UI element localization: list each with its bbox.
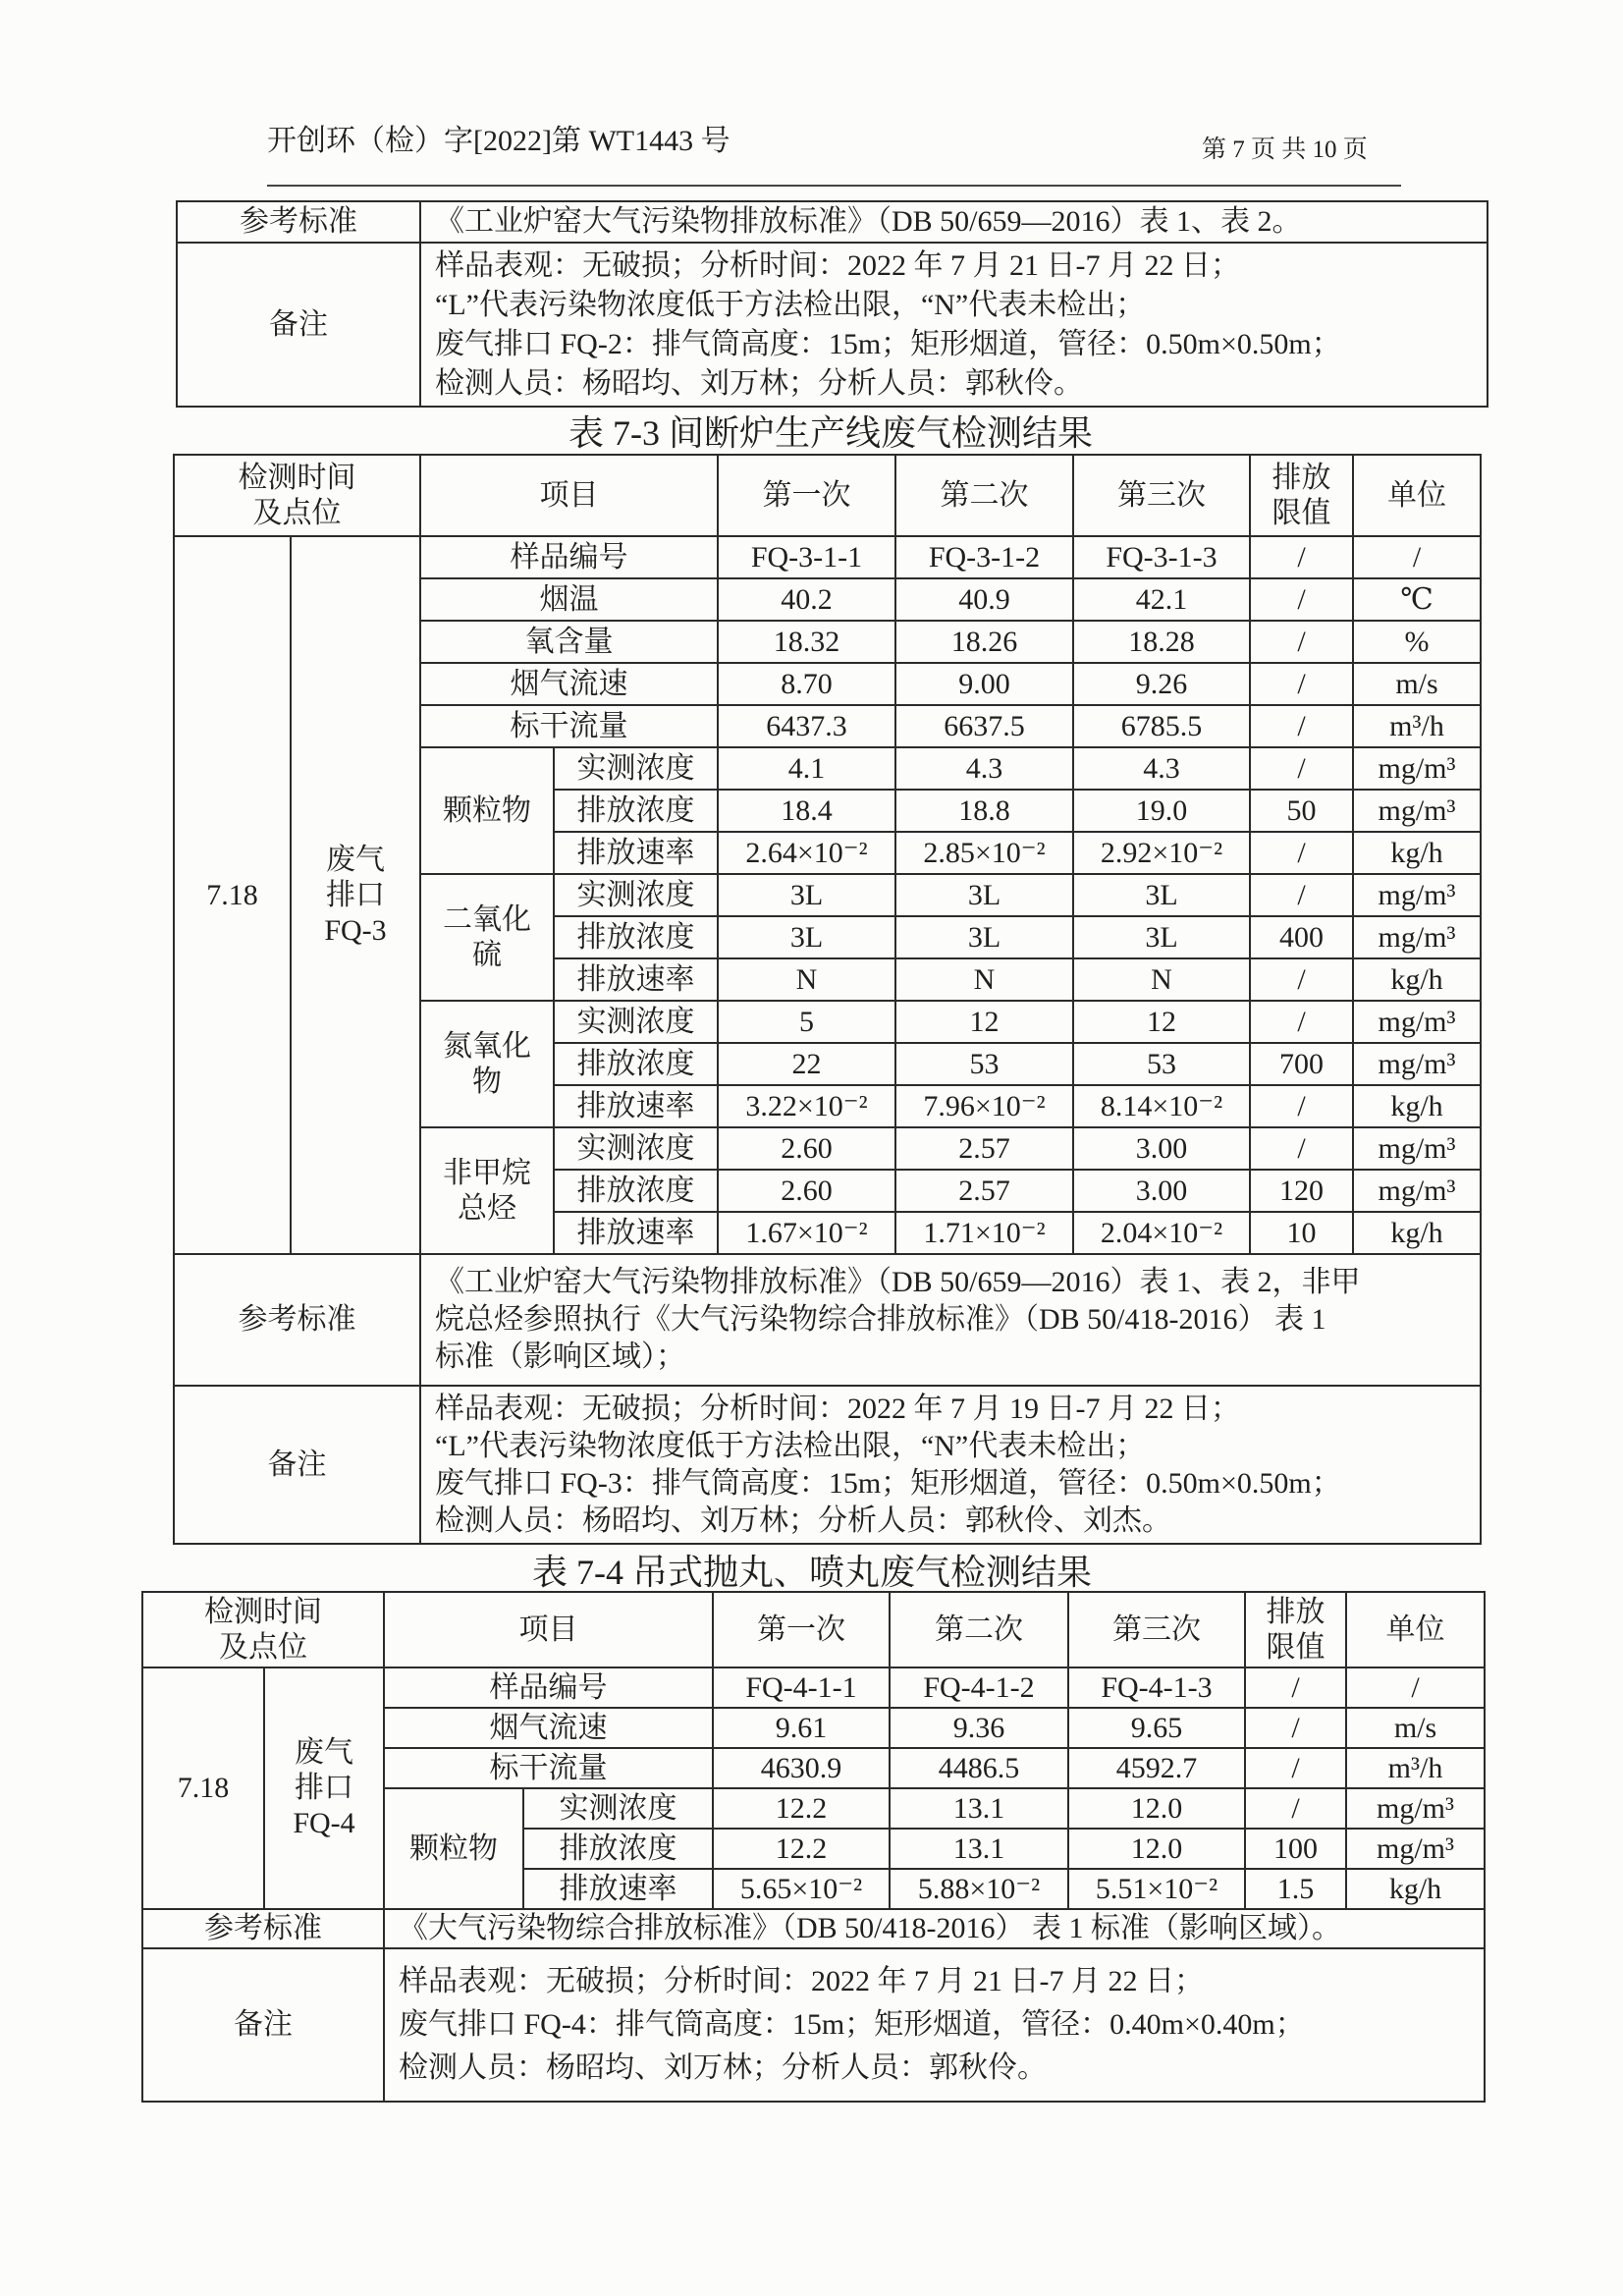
value-cell: 3L (895, 916, 1073, 958)
unit-cell: mg/m³ (1353, 747, 1481, 790)
value-cell: FQ-3-1-1 (718, 536, 895, 578)
reference-line: 标准（影响区域）； (435, 1340, 685, 1373)
item-cell: 标干流量 (420, 705, 718, 747)
value-cell: 18.32 (718, 621, 895, 663)
remarks-line: “L”代表污染物浓度低于方法检出限，“N”代表未检出； (435, 288, 1146, 321)
remarks-line: 废气排口 FQ-3：排气筒高度：15m；矩形烟道，管径：0.50m×0.50m； (435, 1466, 1341, 1500)
value-cell: 40.2 (718, 578, 895, 621)
limit-cell: 700 (1250, 1043, 1353, 1085)
remarks-line: 样品表观：无破损；分析时间：2022 年 7 月 21 日-7 月 22 日； (399, 1965, 1204, 1997)
col-header-third: 第三次 (1068, 1592, 1245, 1667)
limit-cell: / (1250, 1001, 1353, 1043)
limit-cell: / (1245, 1708, 1346, 1748)
unit-cell: / (1346, 1667, 1485, 1708)
value-cell: 9.61 (713, 1708, 890, 1748)
table-header-row (142, 1592, 1485, 1667)
value-cell: 3L (718, 916, 895, 958)
table-row (142, 1667, 1485, 1708)
unit-cell: mg/m³ (1353, 1170, 1481, 1212)
sub-item-cell: 排放速率 (554, 958, 718, 1001)
value-cell: 12 (1073, 1001, 1250, 1043)
remarks-line: 检测人员：杨昭均、刘万林；分析人员：郭秋伶、刘杰。 (435, 1503, 1171, 1537)
limit-cell: 400 (1250, 916, 1353, 958)
value-cell: 1.71×10⁻² (895, 1212, 1073, 1254)
col-header-time-location: 检测时间 及点位 (142, 1592, 384, 1667)
group-cell: 非甲烷 总烃 (420, 1127, 554, 1254)
previous-table-continuation (176, 200, 1488, 408)
remarks-line: 废气排口 FQ-2：排气筒高度：15m；矩形烟道，管径：0.50m×0.50m； (435, 327, 1341, 360)
unit-cell: kg/h (1353, 1085, 1481, 1127)
value-cell: 5.51×10⁻² (1068, 1869, 1245, 1909)
limit-cell: / (1250, 874, 1353, 916)
reference-text: 《工业炉窑大气污染物排放标准》（DB 50/659—2016）表 1、表 2。 (420, 201, 1488, 243)
limit-cell: / (1250, 578, 1353, 621)
unit-cell: mg/m³ (1353, 916, 1481, 958)
remarks-row (142, 1948, 1485, 2102)
group-cell: 颗粒物 (384, 1788, 523, 1909)
value-cell: 2.04×10⁻² (1073, 1212, 1250, 1254)
unit-cell: kg/h (1353, 1212, 1481, 1254)
value-cell: 4.1 (718, 747, 895, 790)
limit-cell: / (1250, 663, 1353, 705)
unit-cell: mg/m³ (1353, 790, 1481, 832)
reference-row (174, 1254, 1481, 1386)
sub-item-cell: 实测浓度 (523, 1788, 713, 1829)
table-header-row (174, 455, 1481, 536)
remarks-line: 样品表观：无破损；分析时间：2022 年 7 月 19 日-7 月 22 日； (435, 1392, 1240, 1425)
unit-cell: m/s (1353, 663, 1481, 705)
sub-item-cell: 实测浓度 (554, 1001, 718, 1043)
value-cell: 5.65×10⁻² (713, 1869, 890, 1909)
remarks-line: “L”代表污染物浓度低于方法检出限，“N”代表未检出； (435, 1429, 1146, 1462)
reference-text (420, 1254, 1481, 1386)
document-number: 开创环（检）字[2022]第 WT1443 号 (267, 125, 730, 157)
value-cell: FQ-4-1-2 (890, 1667, 1068, 1708)
reference-row (142, 1909, 1485, 1948)
value-cell: 18.28 (1073, 621, 1250, 663)
unit-cell: / (1353, 536, 1481, 578)
reference-row (177, 201, 1488, 243)
value-cell: 12.2 (713, 1829, 890, 1869)
sub-item-cell: 排放浓度 (554, 916, 718, 958)
value-cell: 2.92×10⁻² (1073, 832, 1250, 874)
value-cell: N (718, 958, 895, 1001)
remarks-line: 样品表观：无破损；分析时间：2022 年 7 月 21 日-7 月 22 日； (435, 248, 1240, 282)
value-cell: FQ-4-1-3 (1068, 1667, 1245, 1708)
sub-item-cell: 排放速率 (554, 1212, 718, 1254)
limit-cell: / (1250, 1085, 1353, 1127)
unit-cell: kg/h (1353, 832, 1481, 874)
item-cell: 标干流量 (384, 1748, 713, 1788)
limit-cell: / (1250, 958, 1353, 1001)
remarks-line: 废气排口 FQ-4：排气筒高度：15m；矩形烟道，管径：0.40m×0.40m； (399, 2008, 1305, 2041)
value-cell: 9.26 (1073, 663, 1250, 705)
col-header-item: 项目 (384, 1592, 713, 1667)
value-cell: 4486.5 (890, 1748, 1068, 1788)
col-header-second: 第二次 (895, 455, 1073, 536)
value-cell: 13.1 (890, 1829, 1068, 1869)
reference-label: 参考标准 (142, 1909, 384, 1948)
value-cell: 13.1 (890, 1788, 1068, 1829)
value-cell: 2.60 (718, 1170, 895, 1212)
remarks-label: 备注 (174, 1386, 420, 1544)
value-cell: 1.67×10⁻² (718, 1212, 895, 1254)
table-7-3 (173, 454, 1482, 1545)
value-cell: 8.70 (718, 663, 895, 705)
value-cell: 3.00 (1073, 1170, 1250, 1212)
value-cell: 5.88×10⁻² (890, 1869, 1068, 1909)
item-cell: 烟气流速 (420, 663, 718, 705)
remarks-line: 检测人员：杨昭均、刘万林；分析人员：郭秋伶。 (435, 366, 1083, 400)
unit-cell: mg/m³ (1353, 1127, 1481, 1170)
group-cell: 颗粒物 (420, 747, 554, 874)
remarks-line: 检测人员：杨昭均、刘万林；分析人员：郭秋伶。 (399, 2051, 1047, 2084)
value-cell: 2.60 (718, 1127, 895, 1170)
col-header-limit: 排放 限值 (1250, 455, 1353, 536)
value-cell: 5 (718, 1001, 895, 1043)
remarks-label: 备注 (177, 243, 420, 407)
table-7-4-title: 表 7-4 吊式抛丸、喷丸废气检测结果 (532, 1553, 1092, 1592)
sub-item-cell: 实测浓度 (554, 1127, 718, 1170)
limit-cell: / (1250, 621, 1353, 663)
reference-line: 烷总烃参照执行《大气污染物综合排放标准》（DB 50/418-2016） 表 1 (435, 1303, 1326, 1336)
unit-cell: kg/h (1353, 958, 1481, 1001)
reference-line: 《工业炉窑大气污染物排放标准》（DB 50/659—2016）表 1、表 2，非甲 (435, 1266, 1361, 1298)
limit-cell: 50 (1250, 790, 1353, 832)
value-cell: 2.85×10⁻² (895, 832, 1073, 874)
limit-cell: / (1250, 832, 1353, 874)
unit-cell: ℃ (1353, 578, 1481, 621)
limit-cell: / (1245, 1748, 1346, 1788)
limit-cell: / (1245, 1788, 1346, 1829)
item-cell: 氧含量 (420, 621, 718, 663)
value-cell: 3L (895, 874, 1073, 916)
value-cell: 4592.7 (1068, 1748, 1245, 1788)
value-cell: 40.9 (895, 578, 1073, 621)
table-7-3-title: 表 7-3 间断炉生产线废气检测结果 (568, 413, 1093, 453)
value-cell: 8.14×10⁻² (1073, 1085, 1250, 1127)
reference-text: 《大气污染物综合排放标准》（DB 50/418-2016） 表 1 标准（影响区域）。 (384, 1909, 1485, 1948)
group-cell: 氮氧化 物 (420, 1001, 554, 1127)
col-header-time-location: 检测时间 及点位 (174, 455, 420, 536)
sub-item-cell: 排放速率 (523, 1869, 713, 1909)
value-cell: 3.22×10⁻² (718, 1085, 895, 1127)
value-cell: 9.65 (1068, 1708, 1245, 1748)
value-cell: 2.64×10⁻² (718, 832, 895, 874)
unit-cell: m³/h (1353, 705, 1481, 747)
value-cell: 2.57 (895, 1170, 1073, 1212)
table-7-4 (141, 1591, 1486, 2103)
unit-cell: mg/m³ (1346, 1829, 1485, 1869)
limit-cell: / (1250, 705, 1353, 747)
page-indicator: 第 7 页 共 10 页 (1202, 137, 1368, 163)
value-cell: 18.4 (718, 790, 895, 832)
value-cell: 3L (718, 874, 895, 916)
value-cell: FQ-3-1-2 (895, 536, 1073, 578)
sub-item-cell: 排放速率 (554, 832, 718, 874)
unit-cell: m/s (1346, 1708, 1485, 1748)
item-cell: 样品编号 (384, 1667, 713, 1708)
header-divider (267, 185, 1401, 187)
limit-cell: / (1250, 536, 1353, 578)
col-header-second: 第二次 (890, 1592, 1068, 1667)
limit-cell: 120 (1250, 1170, 1353, 1212)
value-cell: 3.00 (1073, 1127, 1250, 1170)
limit-cell: / (1250, 1127, 1353, 1170)
date-cell: 7.18 (142, 1667, 264, 1909)
value-cell: 4630.9 (713, 1748, 890, 1788)
remarks-row (177, 243, 1488, 407)
value-cell: 6437.3 (718, 705, 895, 747)
value-cell: N (895, 958, 1073, 1001)
value-cell: 9.00 (895, 663, 1073, 705)
value-cell: 6637.5 (895, 705, 1073, 747)
value-cell: 19.0 (1073, 790, 1250, 832)
col-header-first: 第一次 (713, 1592, 890, 1667)
outlet-cell: 废气 排口 FQ-3 (291, 536, 420, 1254)
table-row (174, 536, 1481, 578)
sub-item-cell: 实测浓度 (554, 747, 718, 790)
value-cell: 12.0 (1068, 1829, 1245, 1869)
value-cell: 42.1 (1073, 578, 1250, 621)
value-cell: 4.3 (1073, 747, 1250, 790)
limit-cell: 1.5 (1245, 1869, 1346, 1909)
unit-cell: mg/m³ (1346, 1788, 1485, 1829)
unit-cell: mg/m³ (1353, 1043, 1481, 1085)
limit-cell: 100 (1245, 1829, 1346, 1869)
sub-item-cell: 排放速率 (554, 1085, 718, 1127)
col-header-limit: 排放 限值 (1245, 1592, 1346, 1667)
unit-cell: m³/h (1346, 1748, 1485, 1788)
item-cell: 烟气流速 (384, 1708, 713, 1748)
sub-item-cell: 排放浓度 (554, 1170, 718, 1212)
value-cell: 12.2 (713, 1788, 890, 1829)
col-header-unit: 单位 (1353, 455, 1481, 536)
value-cell: 22 (718, 1043, 895, 1085)
remarks-text (420, 243, 1488, 407)
value-cell: 18.8 (895, 790, 1073, 832)
unit-cell: kg/h (1346, 1869, 1485, 1909)
value-cell: 3L (1073, 916, 1250, 958)
sub-item-cell: 排放浓度 (523, 1829, 713, 1869)
value-cell: 12.0 (1068, 1788, 1245, 1829)
sub-item-cell: 实测浓度 (554, 874, 718, 916)
value-cell: 2.57 (895, 1127, 1073, 1170)
value-cell: 3L (1073, 874, 1250, 916)
remarks-label: 备注 (142, 1948, 384, 2102)
date-cell: 7.18 (174, 536, 291, 1254)
value-cell: 6785.5 (1073, 705, 1250, 747)
unit-cell: % (1353, 621, 1481, 663)
remarks-row (174, 1386, 1481, 1544)
value-cell: 53 (895, 1043, 1073, 1085)
reference-label: 参考标准 (174, 1254, 420, 1386)
outlet-cell: 废气 排口 FQ-4 (264, 1667, 384, 1909)
value-cell: FQ-4-1-1 (713, 1667, 890, 1708)
value-cell: FQ-3-1-3 (1073, 536, 1250, 578)
unit-cell: mg/m³ (1353, 1001, 1481, 1043)
col-header-item: 项目 (420, 455, 718, 536)
sub-item-cell: 排放浓度 (554, 790, 718, 832)
item-cell: 烟温 (420, 578, 718, 621)
value-cell: 12 (895, 1001, 1073, 1043)
col-header-unit: 单位 (1346, 1592, 1485, 1667)
item-cell: 样品编号 (420, 536, 718, 578)
value-cell: N (1073, 958, 1250, 1001)
value-cell: 18.26 (895, 621, 1073, 663)
limit-cell: / (1245, 1667, 1346, 1708)
col-header-first: 第一次 (718, 455, 895, 536)
sub-item-cell: 排放浓度 (554, 1043, 718, 1085)
value-cell: 53 (1073, 1043, 1250, 1085)
value-cell: 9.36 (890, 1708, 1068, 1748)
col-header-third: 第三次 (1073, 455, 1250, 536)
group-cell: 二氧化 硫 (420, 874, 554, 1001)
remarks-text (420, 1386, 1481, 1544)
reference-label: 参考标准 (177, 201, 420, 243)
limit-cell: 10 (1250, 1212, 1353, 1254)
limit-cell: / (1250, 747, 1353, 790)
unit-cell: mg/m³ (1353, 874, 1481, 916)
remarks-text (384, 1948, 1485, 2102)
value-cell: 7.96×10⁻² (895, 1085, 1073, 1127)
value-cell: 4.3 (895, 747, 1073, 790)
